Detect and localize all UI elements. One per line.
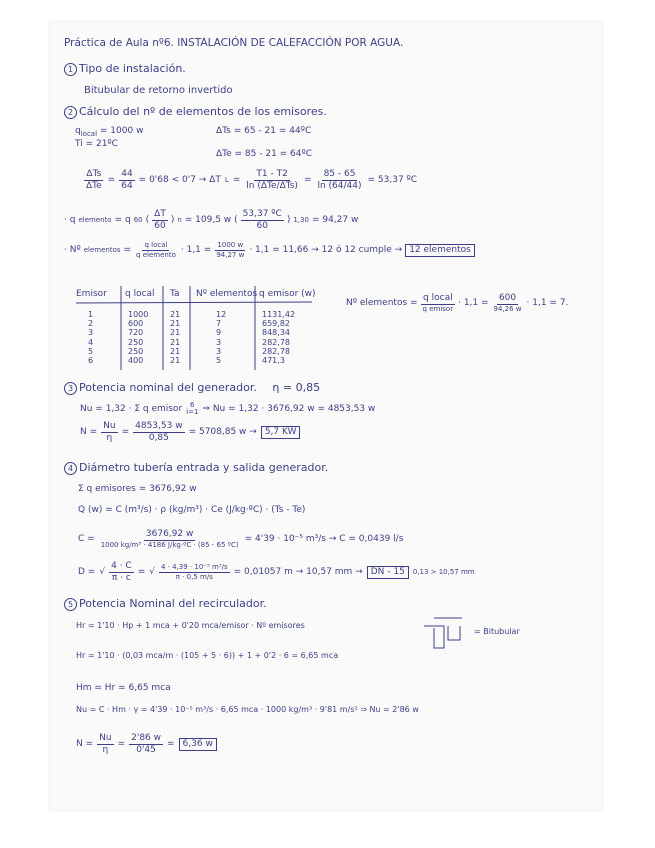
q-elemento-exp: n	[177, 216, 182, 224]
bitubular-note: = Bitubular	[474, 627, 520, 636]
delta-ts-line: ΔTs = 65 - 21 = 44ºC	[216, 126, 312, 136]
section-3-number: 3	[64, 382, 77, 395]
table-cell: 720	[128, 328, 144, 338]
n-gen-label: N =	[80, 427, 98, 437]
nu-recirculador-line: Nu = C · Hm · γ = 4'39 · 10⁻⁵ m³/s · 6,65 mca · 1000 kg/m³ · 9'81 m/s² ⇒ Nu = 2'86 w	[76, 705, 419, 714]
section-4-heading	[64, 462, 328, 475]
n-elementos-result: · 1,1 = 11,66 → 12 ó 12 cumple →	[249, 245, 403, 255]
table-cell: 250	[128, 337, 144, 347]
section-1-number: 1	[64, 63, 77, 76]
n-gen-box: 5,7 KW	[261, 426, 301, 439]
n-rec-eq-2: =	[167, 739, 175, 749]
side-num: q local	[423, 293, 453, 303]
n-elementos-box: 12 elementos	[405, 244, 475, 257]
table-cell: 4	[88, 337, 94, 347]
lmtd-den: ln (ΔTe/ΔTs)	[246, 181, 298, 191]
table-header-qemisor: q emisor (w)	[259, 289, 316, 299]
n-elementos-mult: · 1,1 =	[180, 245, 212, 255]
q-elemento-frac2-den: 60	[256, 221, 268, 231]
n-rec-num-2: 2'86 w	[131, 733, 161, 743]
nu-sum-line	[80, 402, 375, 416]
n-rec-num: Nu	[99, 733, 112, 743]
hr-line: Hr = 1'10 · Hp + 1 mca + 0'20 mca/emisor · Nº emisores	[76, 621, 305, 630]
n-gen-num-2: 4853,53 w	[135, 421, 183, 431]
section-4-title: Diámetro tubería entrada y salida generador.	[79, 461, 329, 474]
table-cell: 1131,42	[262, 310, 296, 319]
n-elementos-den-2: 94,27 w	[216, 251, 245, 259]
table-cell: 3	[216, 337, 222, 347]
bracket-sketch-right	[448, 626, 460, 640]
caudal-line	[78, 530, 403, 549]
ti-line: Ti = 21ºC	[75, 139, 118, 149]
diametro-den: π · c	[111, 573, 131, 583]
side-result: · 1,1 = 7.	[526, 298, 569, 308]
lmtd-num: T1 - T2	[256, 169, 288, 179]
hm-line: Hm = Hr = 6,65 mca	[76, 683, 171, 693]
ratio-result-sub: L	[224, 176, 229, 184]
n-rec-den-2: 0'45	[136, 745, 156, 755]
table-cell: 2	[88, 319, 94, 329]
n-elementos-label: · Nº	[64, 245, 81, 255]
q-local-sub: local	[80, 129, 98, 138]
n-rec-label: N =	[76, 739, 94, 749]
diametro-result: = 0,01057 m → 10,57 mm →	[233, 567, 363, 577]
section-5-title: Potencia Nominal del recirculador.	[79, 597, 267, 610]
table-cell: 12	[216, 310, 227, 319]
table-cell: 21	[170, 328, 181, 338]
diametro-den-2: π · 0,5 m/s	[175, 573, 213, 581]
table-cell: 1	[88, 310, 94, 319]
table-cell: 21	[170, 310, 181, 319]
lmtd-result: = 53,37 ºC	[367, 175, 418, 185]
table-cell: 3	[216, 346, 222, 356]
n-elementos-sub: elementos	[83, 246, 121, 254]
table-cell: 3	[88, 328, 94, 338]
q-elemento-exp2: 1,30	[293, 216, 309, 224]
diametro-num: 4 · C	[111, 561, 132, 571]
n-elementos-den: q elemento	[136, 251, 176, 259]
section-5-number: 5	[64, 598, 77, 611]
ratio-num: ΔTs	[86, 169, 102, 179]
n-gen-eq: =	[121, 427, 130, 437]
diametro-box: DN - 15	[367, 566, 409, 579]
side-mult: · 1,1 =	[458, 298, 489, 308]
caudal-frac	[99, 530, 241, 549]
caudal-den: 1000 kg/m³ · 4186 J/kg·ºC · (85 - 65 ºC)	[100, 541, 239, 549]
table-header-nelementos: Nº elementos	[196, 289, 258, 299]
table-cell: 282,78	[262, 346, 290, 356]
page-title: Práctica de Aula nº6. INSTALACIÓN DE CALEFACCIÓN POR AGUA.	[64, 37, 404, 49]
q-elemento-sub2: 60	[133, 216, 143, 224]
table-header-underline	[76, 302, 312, 303]
q-elemento-frac2-num: 53,37 ºC	[242, 209, 282, 219]
section-3-title: Potencia nominal del generador.	[79, 381, 257, 394]
table-cell: 848,34	[262, 328, 290, 338]
n-gen-frac-2	[133, 422, 184, 443]
lmtd-den-2: ln (64/44)	[317, 181, 362, 191]
diametro-label: D =	[78, 567, 96, 577]
q-elemento-eq: = q	[114, 215, 131, 225]
diametro-line: D = √ $\frac{4 \cdot C}{\pi \cdot c}$ = √ $\frac{\text{4 · 4,39 · 10⁻⁵ m³/s}}{\pi \cdot 0,5 m/s}$ = 0,01057 m → 10,57 mm → DN - 15 0,13 > 10,57 mm	[78, 561, 475, 583]
section-4-number: 4	[64, 462, 77, 475]
diametro-frac-2	[159, 564, 230, 581]
table-cell: 282,78	[262, 337, 290, 347]
n-rec-frac	[97, 734, 113, 755]
q-elemento-frac-den: 60	[154, 221, 166, 231]
sum-emisores-line: Σ q emisores = 3676,92 w	[78, 484, 197, 494]
ratio-num-2: 44	[121, 169, 133, 179]
n-gen-den-2: 0,85	[148, 433, 169, 443]
table-cell: 21	[170, 356, 181, 365]
table-cell: 5	[216, 356, 222, 365]
section-1-text: Bitubular de retorno invertido	[84, 85, 233, 96]
diametro-frac	[109, 562, 134, 583]
nu-line-a: Nu = 1,32 · Σ q emisor	[80, 403, 183, 414]
table-cell: 7	[216, 319, 222, 329]
q-local-value: = 1000 w	[99, 126, 144, 136]
n-generador-line	[80, 422, 300, 443]
n-gen-frac	[101, 422, 117, 443]
ratio-equation: $\frac{\text{ΔTs}}{\text{ΔTe}}$ = $\frac{44}{64}$ = 0'68 < 0'7 → ΔT L = $\frac{T1 - T2}{\text{ln (ΔTe/ΔTs)}}$ = $\frac{85 - 65}{\ln (64/44)}$ = 53,37 ºC	[86, 169, 418, 191]
table-cell: 6	[88, 356, 94, 365]
n-gen-num: Nu	[103, 421, 116, 431]
table-cell: 5	[88, 346, 94, 356]
n-gen-den: η	[106, 433, 113, 443]
section-1-title: Tipo de instalación.	[79, 62, 186, 75]
lmtd-num-2: 85 - 65	[323, 169, 356, 179]
q-elemento-result: = 94,27 w	[311, 215, 359, 225]
q-flow-line: Q (w) = C (m³/s) · ρ (kg/m³) · Ce (J/kg·ºC) · (Ts - Te)	[78, 505, 306, 515]
table-cell: 471,3	[262, 356, 285, 365]
q-elemento-sub: elemento	[78, 216, 112, 224]
table-header-emisor: Emisor	[76, 289, 107, 299]
diametro-num-2: 4 · 4,39 · 10⁻⁵ m³/s	[160, 563, 228, 571]
side-frac	[421, 294, 456, 313]
table-cell: 21	[170, 319, 181, 329]
table-cell: 21	[170, 337, 181, 347]
bracket-sketch-left	[424, 626, 444, 648]
side-den-2: 94,26 w	[493, 305, 522, 313]
table-cell: 9	[216, 328, 222, 338]
section-2-title: Cálculo del nº de elementos de los emisores.	[79, 105, 327, 118]
sum-limits	[186, 402, 198, 416]
section-2-number: 2	[64, 106, 77, 119]
sum-top: 6	[190, 401, 195, 409]
side-num-2: 600	[498, 293, 517, 303]
caudal-label: C =	[78, 534, 95, 544]
side-label: Nº elementos =	[346, 298, 418, 308]
n-rec-box: 6,36 w	[179, 738, 217, 751]
table-side-formula	[346, 294, 568, 313]
ratio-den: ΔTe	[86, 181, 102, 191]
delta-te-line: ΔTe = 85 - 21 = 64ºC	[216, 149, 313, 159]
ratio-result: = 0'68 < 0'7 → ΔT	[138, 175, 221, 185]
diametro-note: 0,13 > 10,57 mm	[412, 568, 475, 576]
n-rec-frac-2	[129, 734, 163, 755]
sum-bot: i=1	[186, 408, 199, 416]
caudal-num: 3676,92 w	[145, 529, 194, 539]
table-cell: 1000	[128, 310, 149, 319]
n-elementos-eq: =	[123, 245, 132, 255]
n-rec-den: η	[102, 745, 109, 755]
n-gen-result: = 5708,85 w →	[188, 427, 257, 437]
table-cell: 659,82	[262, 319, 290, 329]
diametro-eq: =	[137, 567, 146, 577]
side-frac-2	[492, 294, 524, 313]
n-elementos-num-2: 1000 w	[217, 241, 244, 249]
q-elemento-mid: = 109,5 w	[184, 215, 232, 225]
caudal-result: = 4'39 · 10⁻⁵ m³/s → C = 0,0439 l/s	[244, 534, 404, 544]
side-den: q emisor	[422, 305, 454, 313]
ratio-den-2: 64	[121, 181, 133, 191]
q-local-symbol: q	[75, 126, 81, 136]
q-elemento-frac-num: ΔT	[154, 209, 166, 219]
section-5-heading	[64, 598, 267, 611]
table-header-qlocal: q local	[125, 289, 155, 299]
table-cell: 400	[128, 356, 144, 365]
nu-line-b: ⇒ Nu = 1,32 · 3676,92 w = 4853,53 w	[202, 403, 376, 414]
section-3-eta: η = 0,85	[272, 381, 321, 394]
hr-line-2: Hr = 1'10 · (0,03 mca/m · (105 + 5 · 6)) + 1 + 0'2 · 6 = 6,65 mca	[76, 651, 339, 660]
ratio-eq: =	[107, 175, 116, 185]
q-elemento-equation: · q elemento = q 60 ( $\frac{\Delta T}{60}$ ) n = 109,5 w ( $\frac{\text{53,37 ºC}}{60}$ ) 1,30 = 94,27 w	[64, 209, 359, 231]
table-cell: 600	[128, 319, 144, 329]
table-cell: 21	[170, 346, 181, 356]
table-cell: 250	[128, 346, 144, 356]
table-header-ta: Ta	[170, 289, 180, 299]
section-3-heading	[64, 382, 320, 395]
n-recirculador-line	[76, 734, 217, 755]
n-elementos-num: q local	[144, 241, 168, 249]
q-elemento-label: · q	[64, 215, 76, 225]
n-rec-eq: =	[117, 739, 126, 749]
